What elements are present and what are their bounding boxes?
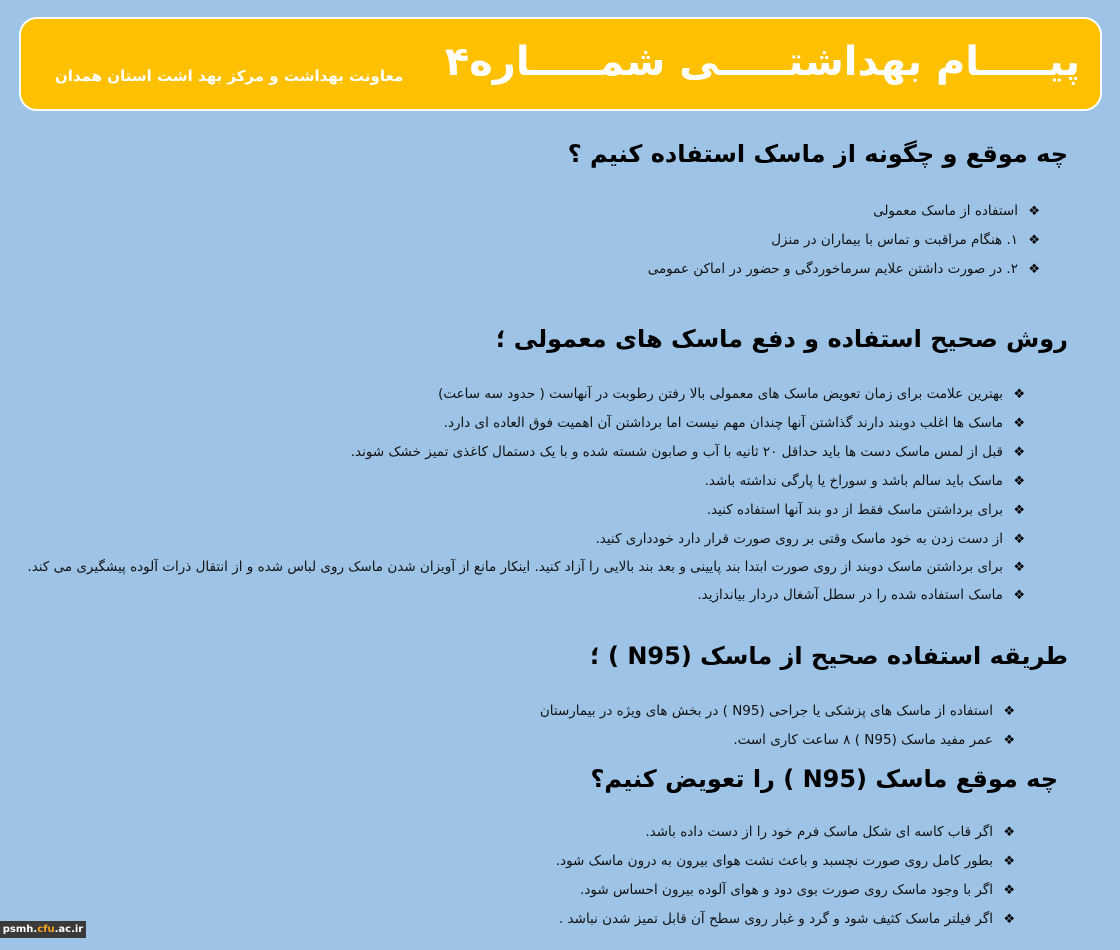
- diamond-bullet-icon: ❖: [1013, 560, 1025, 575]
- list-item-text: اگر با وجود ماسک روی صورت بوی دود و هوای آلوده بیرون احساس شود.: [580, 882, 993, 898]
- section-heading-n95-replace: چه موقع ماسک (N95 ) را تعویض کنیم؟: [590, 765, 1058, 793]
- list-item: [5, 380, 1025, 409]
- list-item: [540, 697, 1015, 726]
- diamond-bullet-icon: ❖: [1013, 588, 1025, 603]
- list-item: [540, 726, 1015, 755]
- list-item-text: استفاده از ماسک های پزشکی یا جراحی (N95 ) در بخش های ویژه در بیمارستان: [539, 703, 993, 719]
- list-item-text: بطور کامل روی صورت نچسبد و باعث نشت هوای بیرون به درون ماسک شود.: [555, 853, 993, 869]
- diamond-bullet-icon: ❖: [1003, 912, 1015, 927]
- list-item-text: ماسک استفاده شده را در سطل آشغال دردار بیاندازید.: [697, 587, 1003, 603]
- section-heading-n95-use: طریقه استفاده صحیح از ماسک (N95 ) ؛: [590, 642, 1068, 670]
- list-item-text: اگر قاب کاسه ای شکل ماسک فرم خود را از دست داده باشد.: [645, 824, 993, 840]
- diamond-bullet-icon: ❖: [1013, 532, 1025, 547]
- list-item: [5, 438, 1025, 467]
- list-item: [556, 876, 1015, 905]
- list-item: [556, 847, 1015, 876]
- list-item-text: بهترین علامت برای زمان تعویض ماسک های معمولی بالا رفتن رطوبت در آنهاست ( حدود سه ساعت): [438, 386, 1003, 402]
- diamond-bullet-icon: ❖: [1003, 883, 1015, 898]
- list-item: [648, 197, 1040, 226]
- section-heading-when-use-mask: چه موقع و چگونه از ماسک استفاده کنیم ؟: [567, 140, 1068, 168]
- list-n95-replace: [556, 818, 1015, 934]
- diamond-bullet-icon: ❖: [1028, 233, 1040, 248]
- diamond-bullet-icon: ❖: [1003, 704, 1015, 719]
- organization-subtitle: معاونت بهداشت و مرکز بهد اشت استان همدان: [55, 67, 404, 85]
- list-n95-use: [540, 697, 1015, 755]
- list-item-text: ماسک ها اغلب دوبند دارند گذاشتن آنها چندان مهم نیست اما برداشتن آن اهمیت فوق العاده ای دارد.: [443, 415, 1003, 431]
- diamond-bullet-icon: ❖: [1013, 416, 1025, 431]
- list-item: [648, 255, 1040, 284]
- section-heading-proper-use: روش صحیح استفاده و دفع ماسک های معمولی ؛: [495, 325, 1068, 353]
- diamond-bullet-icon: ❖: [1013, 387, 1025, 402]
- list-item-text: از دست زدن به خود ماسک وقتی بر روی صورت قرار دارد خودداری کنید.: [595, 531, 1003, 547]
- diamond-bullet-icon: ❖: [1003, 854, 1015, 869]
- list-item-text: ماسک باید سالم باشد و سوراخ یا پارگی نداشته باشد.: [704, 473, 1003, 489]
- list-item-text: اگر فیلتر ماسک کثیف شود و گرد و غبار روی سطح آن قابل تمیز شدن نباشد .: [558, 911, 993, 927]
- list-item: [5, 409, 1025, 438]
- list-item: [5, 525, 1025, 554]
- header-banner: [19, 17, 1102, 111]
- diamond-bullet-icon: ❖: [1003, 733, 1015, 748]
- diamond-bullet-icon: ❖: [1013, 503, 1025, 518]
- diamond-bullet-icon: ❖: [1013, 474, 1025, 489]
- diamond-bullet-icon: ❖: [1028, 204, 1040, 219]
- list-item-text: ۲. در صورت داشتن علایم سرماخوردگی و حضور در اماکن عمومی: [647, 261, 1018, 277]
- list-item-text: استفاده از ماسک معمولی: [873, 203, 1018, 219]
- list-item: [5, 554, 1025, 581]
- list-item-text: برای برداشتن ماسک دوبند از روی صورت ابتدا بند پایینی و بعد بند بالایی را آزاد کنید. اینکار مانع از آویزان شدن ماسک روی لباس شده و از انتقال ذرات آلوده پیشگیری می کند.: [27, 559, 1003, 575]
- list-proper-use: [5, 380, 1025, 610]
- list-item-text: برای برداشتن ماسک فقط از دو بند آنها استفاده کنید.: [706, 502, 1003, 518]
- list-item-text: ۱. هنگام مراقبت و تماس با بیماران در منزل: [771, 232, 1018, 248]
- diamond-bullet-icon: ❖: [1028, 262, 1040, 277]
- list-item-text: قبل از لمس ماسک دست ها باید حداقل ۲۰ ثانیه با آب و صابون شسته شده و با یک دستمال کاغذی تمیز خشک شوند.: [350, 444, 1003, 460]
- list-item: [556, 905, 1015, 934]
- list-when-use-mask: [648, 197, 1040, 284]
- diamond-bullet-icon: ❖: [1013, 445, 1025, 460]
- list-item: [5, 581, 1025, 610]
- page-title: پیـــــام بهداشتـــــی شمـــــاره۴: [444, 39, 1080, 85]
- source-watermark: psmh.cfu.ac.ir: [0, 921, 86, 938]
- list-item-text: عمر مفید ماسک (N95 ) ۸ ساعت کاری است.: [733, 732, 993, 748]
- list-item: [5, 496, 1025, 525]
- diamond-bullet-icon: ❖: [1003, 825, 1015, 840]
- list-item: [5, 467, 1025, 496]
- list-item: [556, 818, 1015, 847]
- list-item: [648, 226, 1040, 255]
